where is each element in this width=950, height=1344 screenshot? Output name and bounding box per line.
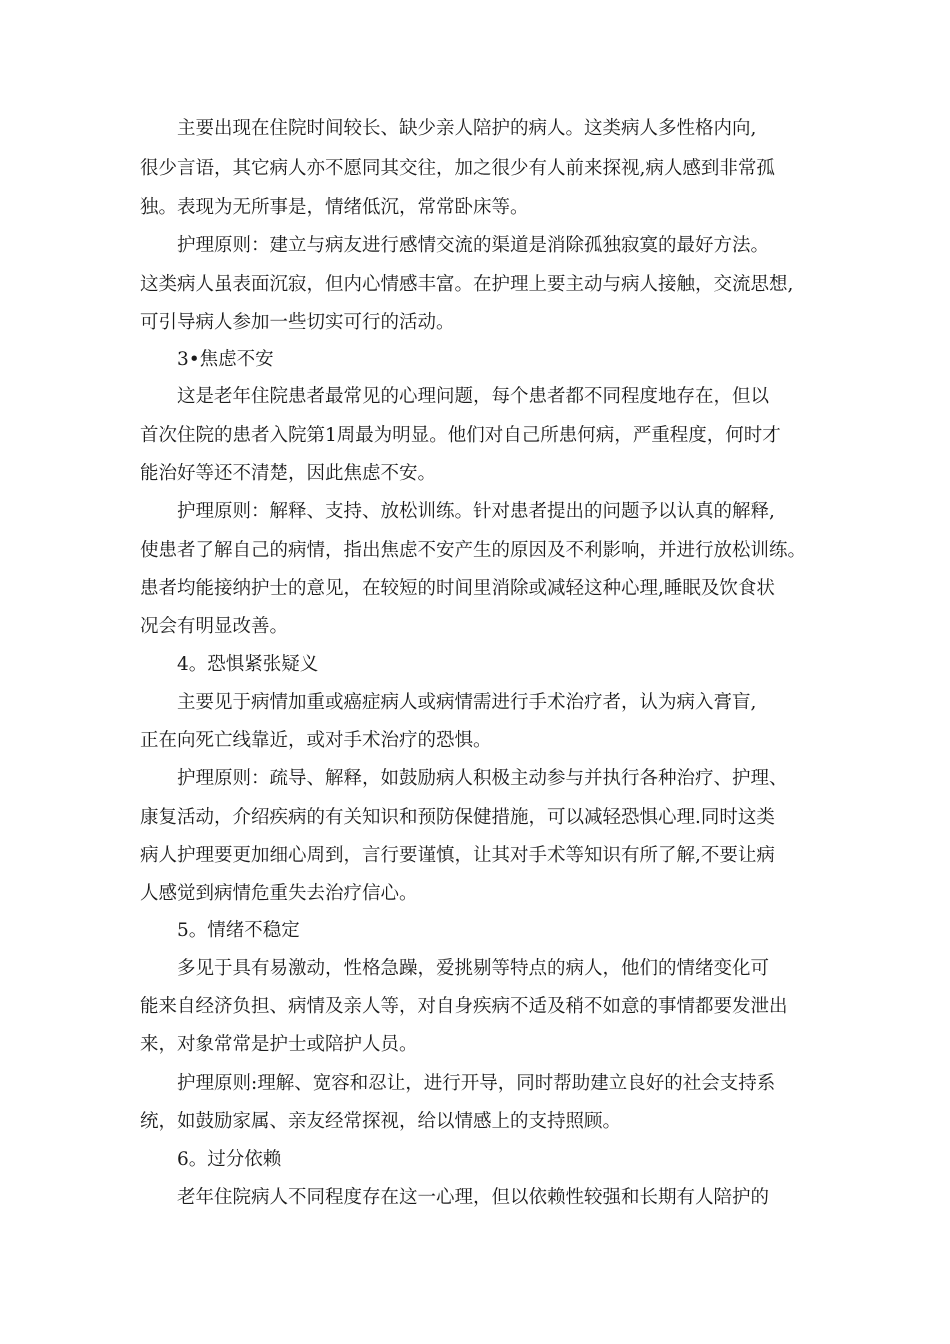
text-line: 老年住院病人不同程度存在这一心理，但以依赖性较强和长期有人陪护的 bbox=[177, 1187, 770, 1208]
text-line: 可引导病人参加一些切实可行的活动。 bbox=[140, 312, 455, 333]
text-line: 这类病人虽表面沉寂，但内心情感丰富。在护理上要主动与病人接触，交流思想, bbox=[140, 274, 794, 295]
text-line: 患者均能接纳护士的意见，在较短的时间里消除或减轻这种心理,睡眠及饮食状 bbox=[140, 578, 775, 599]
text-line: 护理原则:理解、宽容和忍让，进行开导，同时帮助建立良好的社会支持系 bbox=[177, 1073, 776, 1094]
text-line: 使患者了解自己的病情，指出焦虑不安产生的原因及不利影响，并进行放松训练。 bbox=[140, 540, 807, 561]
text-line: 很少言语，其它病人亦不愿同其交往，加之很少有人前来探视,病人感到非常孤 bbox=[140, 158, 775, 179]
text-line: 统，如鼓励家属、亲友经常探视，给以情感上的支持照顾。 bbox=[140, 1111, 622, 1132]
text-line: 护理原则：解释、支持、放松训练。针对患者提出的问题予以认真的解释, bbox=[177, 501, 775, 522]
section-heading: 6。过分依赖 bbox=[177, 1149, 282, 1170]
text-line: 护理原则：疏导、解释，如鼓励病人积极主动参与并执行各种治疗、护理、 bbox=[177, 768, 788, 789]
text-line: 多见于具有易激动，性格急躁，爱挑剔等特点的病人，他们的情绪变化可 bbox=[177, 958, 770, 979]
text-line: 病人护理要更加细心周到，言行要谨慎，让其对手术等知识有所了解,不要让病 bbox=[140, 845, 775, 866]
text-line: 能来自经济负担、病情及亲人等，对自身疾病不适及稍不如意的事情都要发泄出 bbox=[140, 996, 788, 1017]
text-line: 人感觉到病情危重失去治疗信心。 bbox=[140, 883, 418, 904]
text-line: 这是老年住院患者最常见的心理问题，每个患者都不同程度地存在，但以 bbox=[177, 386, 770, 407]
section-heading: 5。情绪不稳定 bbox=[177, 920, 300, 941]
section-heading: 3•焦虑不安 bbox=[177, 349, 274, 370]
text-line: 主要出现在住院时间较长、缺少亲人陪护的病人。这类病人多性格内向, bbox=[177, 118, 757, 139]
section-heading: 4。恐惧紧张疑义 bbox=[177, 654, 319, 675]
text-line: 康复活动，介绍疾病的有关知识和预防保健措施，可以减轻恐惧心理.同时这类 bbox=[140, 807, 775, 828]
text-line: 况会有明显改善。 bbox=[140, 616, 289, 637]
text-line: 能治好等还不清楚，因此焦虑不安。 bbox=[140, 463, 437, 484]
text-line: 首次住院的患者入院第1周最为明显。他们对自己所患何病，严重程度，何时才 bbox=[140, 425, 781, 446]
text-line: 正在向死亡线靠近，或对手术治疗的恐惧。 bbox=[140, 730, 492, 751]
text-line: 来，对象常常是护士或陪护人员。 bbox=[140, 1034, 418, 1055]
text-line: 护理原则：建立与病友进行感情交流的渠道是消除孤独寂寞的最好方法。 bbox=[177, 235, 770, 256]
text-line: 主要见于病情加重或癌症病人或病情需进行手术治疗者，认为病入膏盲, bbox=[177, 692, 757, 713]
text-line: 独。表现为无所事是，情绪低沉，常常卧床等。 bbox=[140, 197, 529, 218]
